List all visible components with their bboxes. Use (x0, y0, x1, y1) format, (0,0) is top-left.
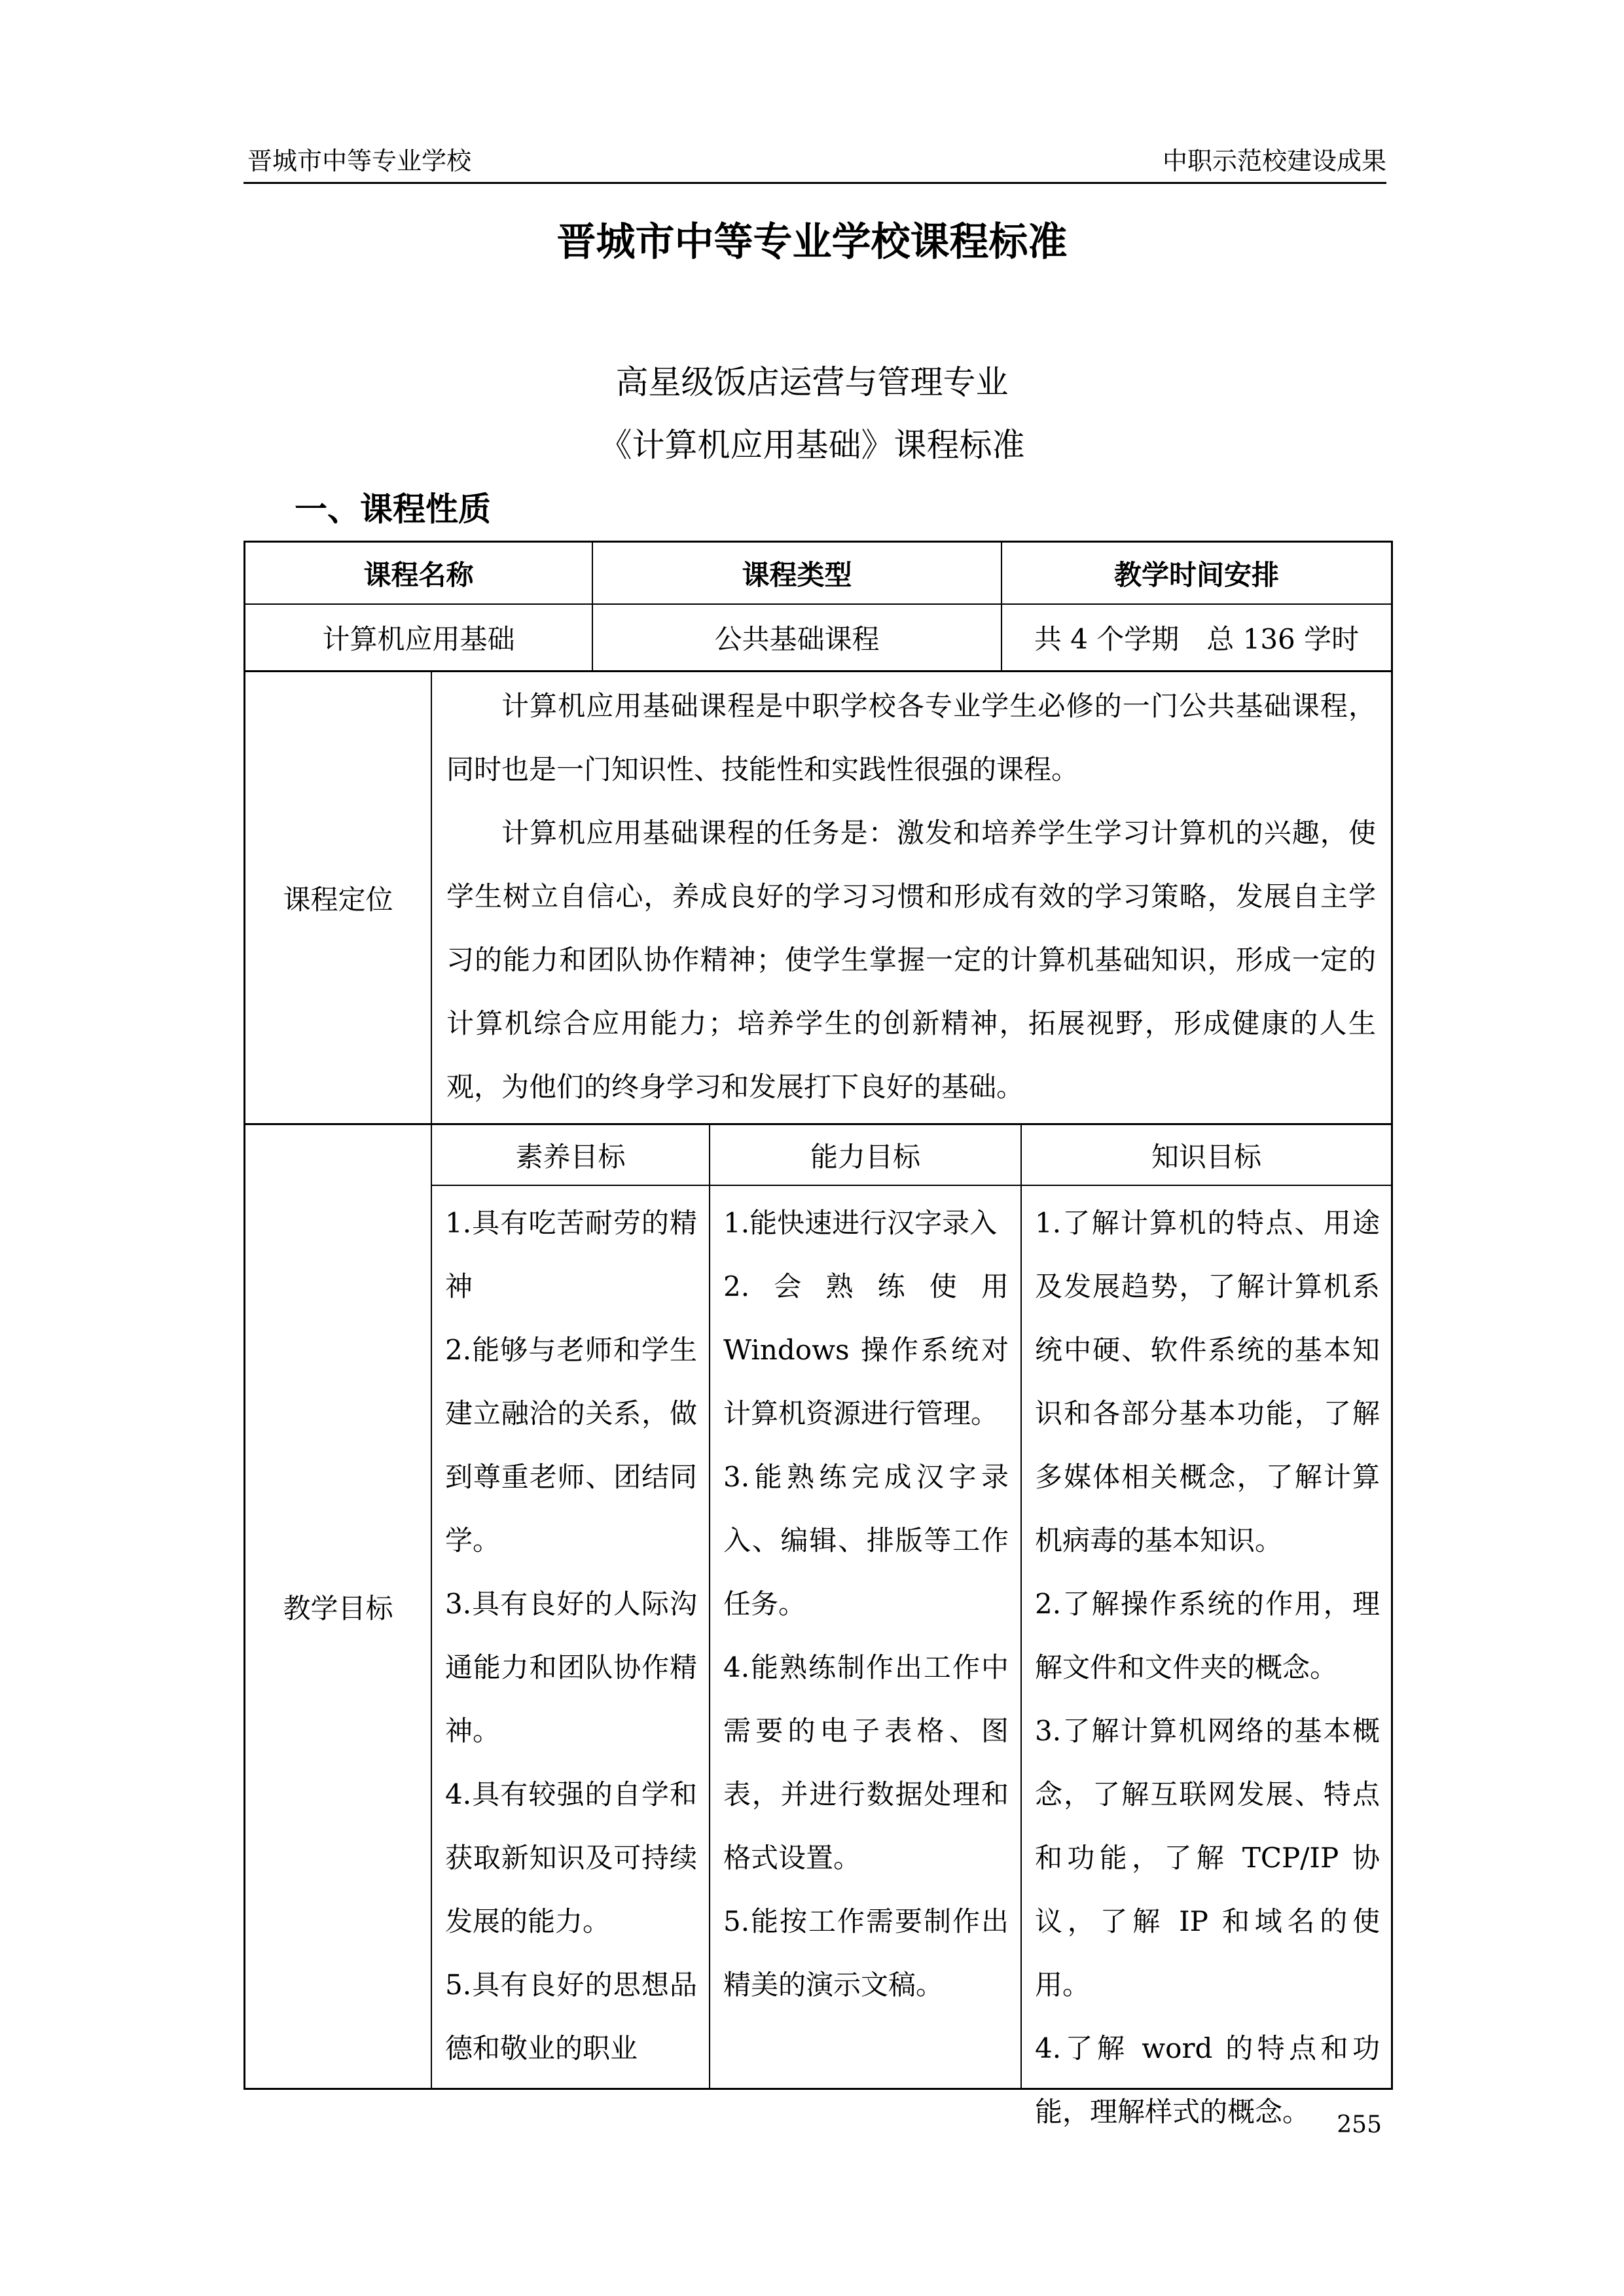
page-header (244, 141, 1386, 184)
knowledge-goals (1035, 1191, 1380, 2144)
positioning-label: 课程定位 (283, 883, 393, 916)
goal-header-knowledge: 知识目标 (1151, 1140, 1261, 1173)
document-title: 晋城市中等专业学校课程标准 (556, 219, 1068, 265)
positioning-paragraph-1: 计算机应用基础课程是中职学校各专业学生必修的一门公共基础课程，同时也是一门知识性、技能性和实践性很强的课程。 (446, 690, 1376, 785)
ability-goals (723, 1191, 1009, 2017)
ability-goal-item: 5.能按工作需要制作出精美的演示文稿。 (723, 1905, 1009, 2001)
goal-header-ability: 能力目标 (810, 1140, 920, 1173)
header-course-name: 课程名称 (363, 558, 474, 591)
positioning-text (446, 674, 1376, 1119)
quality-goal-item: 4.具有较强的自学和获取新知识及可持续发展的能力。 (445, 1778, 697, 1937)
knowledge-goal-item: 2.了解操作系统的作用，理解文件和文件夹的概念。 (1035, 1588, 1380, 1683)
quality-goals (445, 1191, 697, 2080)
knowledge-goal-item: 3.了解计算机网络的基本概念，了解互联网发展、特点和功能，了解 TCP/IP 协议，了解 IP 和域名的使用。 (1035, 1715, 1380, 2001)
course-name-value: 计算机应用基础 (322, 623, 515, 655)
ability-goal-item: 1.能快速进行汉字录入 (723, 1207, 998, 1239)
goal-header-quality: 素养目标 (515, 1140, 626, 1173)
quality-goal-item: 3.具有良好的人际沟通能力和团队协作精神。 (445, 1588, 697, 1747)
course-type-value: 公共基础课程 (714, 623, 880, 655)
section-heading: 一、课程性质 (295, 490, 491, 528)
header-course-type: 课程类型 (742, 558, 852, 591)
quality-goal-item: 1.具有吃苦耐劳的精神 (445, 1207, 697, 1302)
goals-label: 教学目标 (283, 1592, 393, 1624)
page-number: 255 (1337, 2111, 1382, 2138)
course-title: 《计算机应用基础》课程标准 (599, 426, 1025, 464)
ability-goal-item: 2.会熟练使用 Windows 操作系统对计算机资源进行管理。 (723, 1270, 1009, 1429)
knowledge-goal-item: 4.了解 word 的特点和功能，理解样式的概念。 (1035, 2032, 1380, 2128)
quality-goal-item: 2.能够与老师和学生建立融洽的关系，做到尊重老师、团结同学。 (445, 1334, 697, 1556)
quality-goal-item: 5.具有良好的思想品德和敬业的职业 (445, 1969, 697, 2064)
schedule-value: 共 4 个学期 总 136 学时 (1034, 623, 1360, 655)
knowledge-goal-item: 1.了解计算机的特点、用途及发展趋势，了解计算机系统中硬、软件系统的基本知识和各部分基本功能，了解多媒体相关概念，了解计算机病毒的基本知识。 (1035, 1207, 1380, 1556)
ability-goal-item: 4.能熟练制作出工作中需要的电子表格、图表，并进行数据处理和格式设置。 (723, 1651, 1009, 1874)
header-tagline: 中职示范校建设成果 (1162, 147, 1386, 175)
major-name: 高星级饭店运营与管理专业 (615, 363, 1009, 401)
header-school: 晋城市中等专业学校 (247, 147, 472, 175)
positioning-paragraph-2: 计算机应用基础课程的任务是：激发和培养学生学习计算机的兴趣，使学生树立自信心，养成良好的学习习惯和形成有效的学习策略，发展自主学习的能力和团队协作精神；使学生掌握一定的计算机基础知识，形成一定的计算机综合应用能力；培养学生的创新精神，拓展视野，形成健康的人生观，为他们的终身学习和发展打下良好的基础。 (446, 817, 1376, 1103)
ability-goal-item: 3.能熟练完成汉字录入、编辑、排版等工作任务。 (723, 1461, 1009, 1620)
header-schedule: 教学时间安排 (1113, 558, 1279, 591)
